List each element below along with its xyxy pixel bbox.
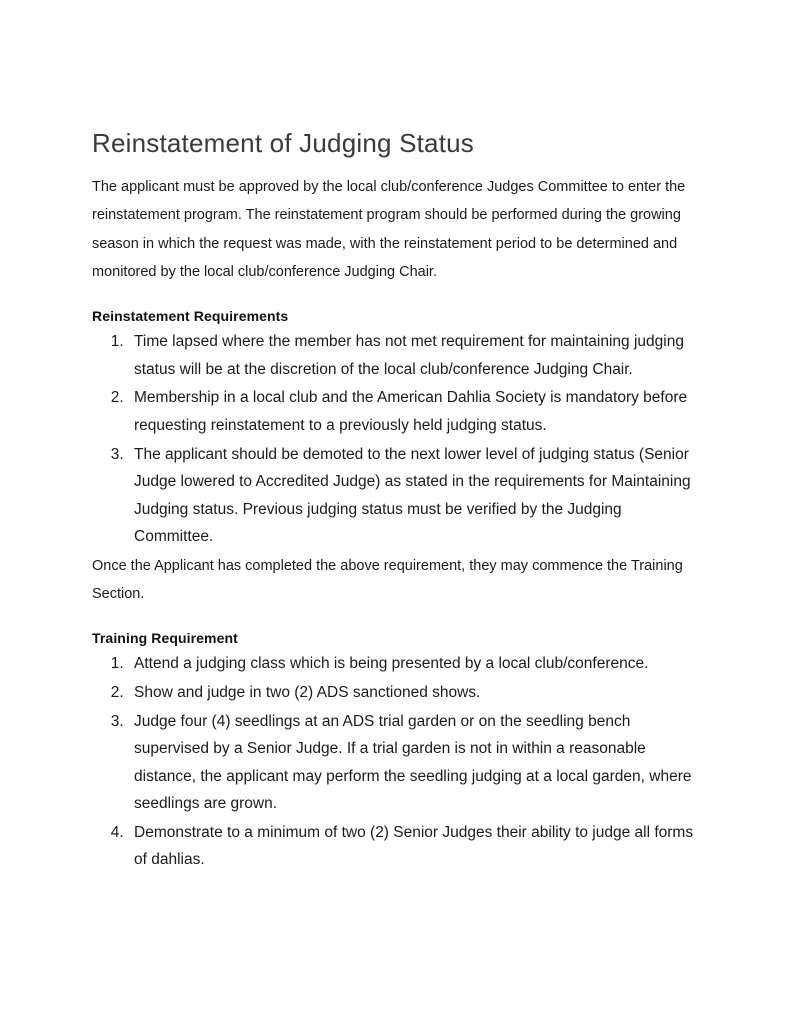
section-heading-training-requirement: Training Requirement (92, 630, 238, 647)
list-item: 2. Membership in a local club and the American Dahlia Society is mandatory before requesting reinstatement to a previously held judging status. (128, 384, 703, 439)
list-item: 3. The applicant should be demoted to the next lower level of judging status (Senior Judge lowered to Accredited Judge) as stated in the requirements for Maintaining Judging status. Previous judging status must be verified by the Judging Committee. (128, 441, 703, 551)
page-title: Reinstatement of Judging Status (92, 128, 474, 158)
closing-paragraph: Once the Applicant has completed the above requirement, they may commence the Training Section. (92, 557, 683, 603)
list-item: 1. Time lapsed where the member has not met requirement for maintaining judging status will be at the discretion of the local club/conference Judging Chair. (128, 328, 703, 383)
list-item: 4. Demonstrate to a minimum of two (2) Senior Judges their ability to judge all forms of dahlias. (128, 819, 703, 874)
list-item: 3. Judge four (4) seedlings at an ADS trial garden or on the seedling bench supervised by a Senior Judge. If a trial garden is not in within a reasonable distance, the applicant may perform the seedling judging at a local garden, where seedlings are grown. (128, 708, 703, 818)
list-item: 1. Attend a judging class which is being presented by a local club/conference. (128, 650, 703, 678)
section-heading-reinstatement-requirements: Reinstatement Requirements (92, 308, 289, 325)
training-requirement-list (92, 650, 703, 874)
reinstatement-requirements-list (92, 328, 703, 551)
list-item: 2. Show and judge in two (2) ADS sanctioned shows. (128, 679, 703, 707)
intro-paragraph: The applicant must be approved by the local club/conference Judges Committee to enter the reinstatement program. The reinstatement program should be performed during the growing season in which the request was made, with the reinstatement period to be determined and monitored by the local club/conference Judging Chair. (92, 179, 686, 280)
